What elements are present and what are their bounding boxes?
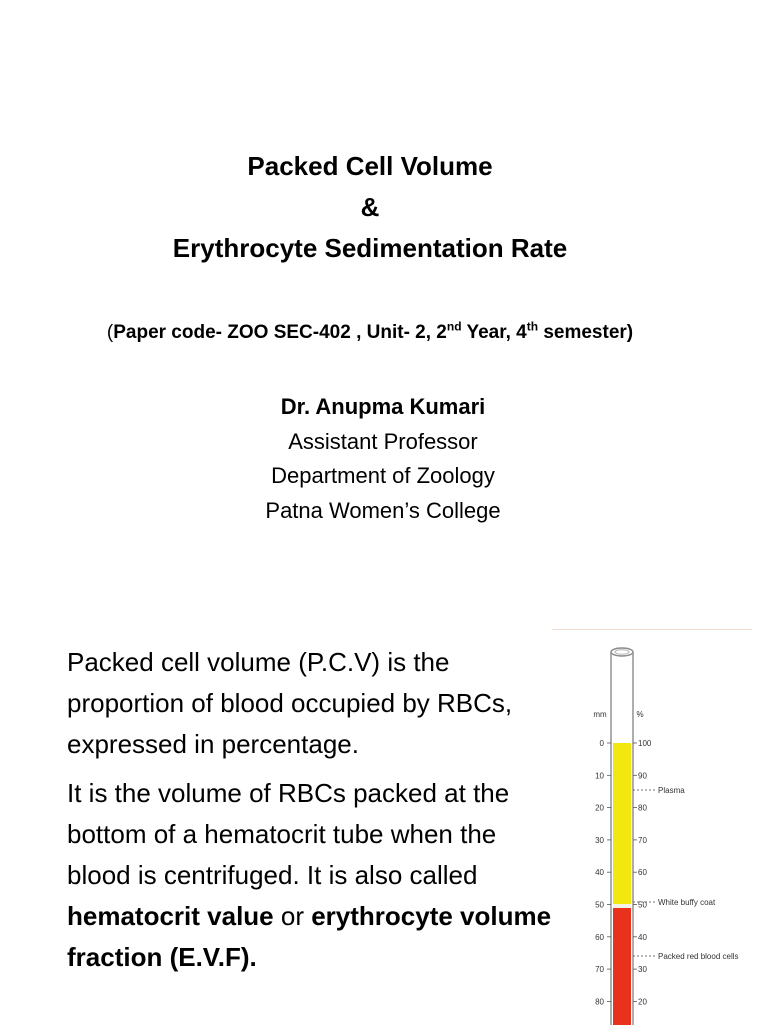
- label-buffy-coat: White buffy coat: [658, 898, 716, 907]
- paper-code-text-b: Year, 4: [461, 322, 527, 343]
- author-college: Patna Women’s College: [265, 497, 501, 523]
- rbc-column: [613, 908, 631, 1025]
- mm-tick-label: 30: [595, 835, 604, 845]
- tube-opening: [611, 648, 633, 656]
- para2-text-a: It is the volume of RBCs packed at the bottom of a hematocrit tube when the blood is centrifuged. It is also called: [67, 778, 510, 890]
- pct-tick-label: 40: [638, 932, 647, 942]
- paper-code: [0, 318, 740, 348]
- mm-tick-label: 0: [599, 739, 604, 748]
- pct-header: %: [636, 710, 644, 719]
- body-text: [67, 642, 557, 978]
- mm-tick-label: 80: [595, 997, 604, 1007]
- title-ampersand: &: [360, 192, 380, 222]
- author-name: Dr. Anupma Kumari: [280, 394, 486, 419]
- pct-tick-label: 50: [638, 900, 647, 910]
- mm-tick-label: 20: [595, 803, 604, 813]
- pct-tick-label: 70: [638, 835, 647, 845]
- mm-header: mm: [593, 710, 607, 719]
- pct-tick-label: 30: [638, 965, 647, 975]
- term-evf: erythrocyte volume fraction: [67, 901, 552, 972]
- paper-code-text-c: semester): [538, 322, 634, 343]
- label-packed-rbc: Packed red blood cells: [658, 952, 739, 961]
- title-line-1: Packed Cell Volume: [247, 151, 493, 181]
- body-paragraph-1: Packed cell volume (P.C.V) is the proportion of blood occupied by RBCs, expressed in percentage.: [67, 647, 513, 759]
- buffy-coat-layer: [613, 904, 631, 908]
- author-department: Department of Zoology: [271, 463, 495, 488]
- paper-code-text-a: Paper code- ZOO SEC-402 , Unit- 2, 2: [113, 322, 447, 343]
- pct-tick-label: 80: [638, 803, 647, 813]
- mm-tick-label: 70: [595, 965, 604, 975]
- paper-code-open-paren: (: [106, 322, 114, 343]
- para2-text-c: or: [273, 901, 312, 931]
- mm-tick-label: 50: [595, 900, 604, 910]
- pct-tick-label: 20: [638, 997, 647, 1007]
- pct-tick-group: [633, 739, 652, 1025]
- pct-tick-label: 90: [638, 771, 647, 781]
- body-paragraph-2: [67, 773, 557, 978]
- hematocrit-tube-figure: [552, 629, 752, 1025]
- paper-code-sup-nd: nd: [446, 319, 462, 334]
- title-block: [0, 146, 740, 269]
- term-evf-abbr: (E.V.F).: [169, 942, 257, 972]
- title-line-3: Erythrocyte Sedimentation Rate: [172, 233, 568, 263]
- mm-tick-group: [595, 739, 611, 1025]
- plasma-column: [613, 743, 631, 904]
- pct-tick-label: 100: [638, 739, 652, 748]
- author-designation: Assistant Professor: [288, 428, 478, 454]
- mm-tick-label: 10: [595, 771, 604, 781]
- mm-tick-label: 60: [595, 932, 604, 942]
- paper-code-sup-th: th: [526, 319, 539, 334]
- author-block: [0, 390, 766, 528]
- para2-text-d: [162, 942, 169, 972]
- hematocrit-tube-diagram: [552, 630, 752, 1025]
- term-hematocrit-value: hematocrit value: [67, 901, 274, 931]
- pct-tick-label: 60: [638, 868, 647, 878]
- mm-tick-label: 40: [595, 868, 604, 878]
- label-plasma: Plasma: [658, 786, 685, 795]
